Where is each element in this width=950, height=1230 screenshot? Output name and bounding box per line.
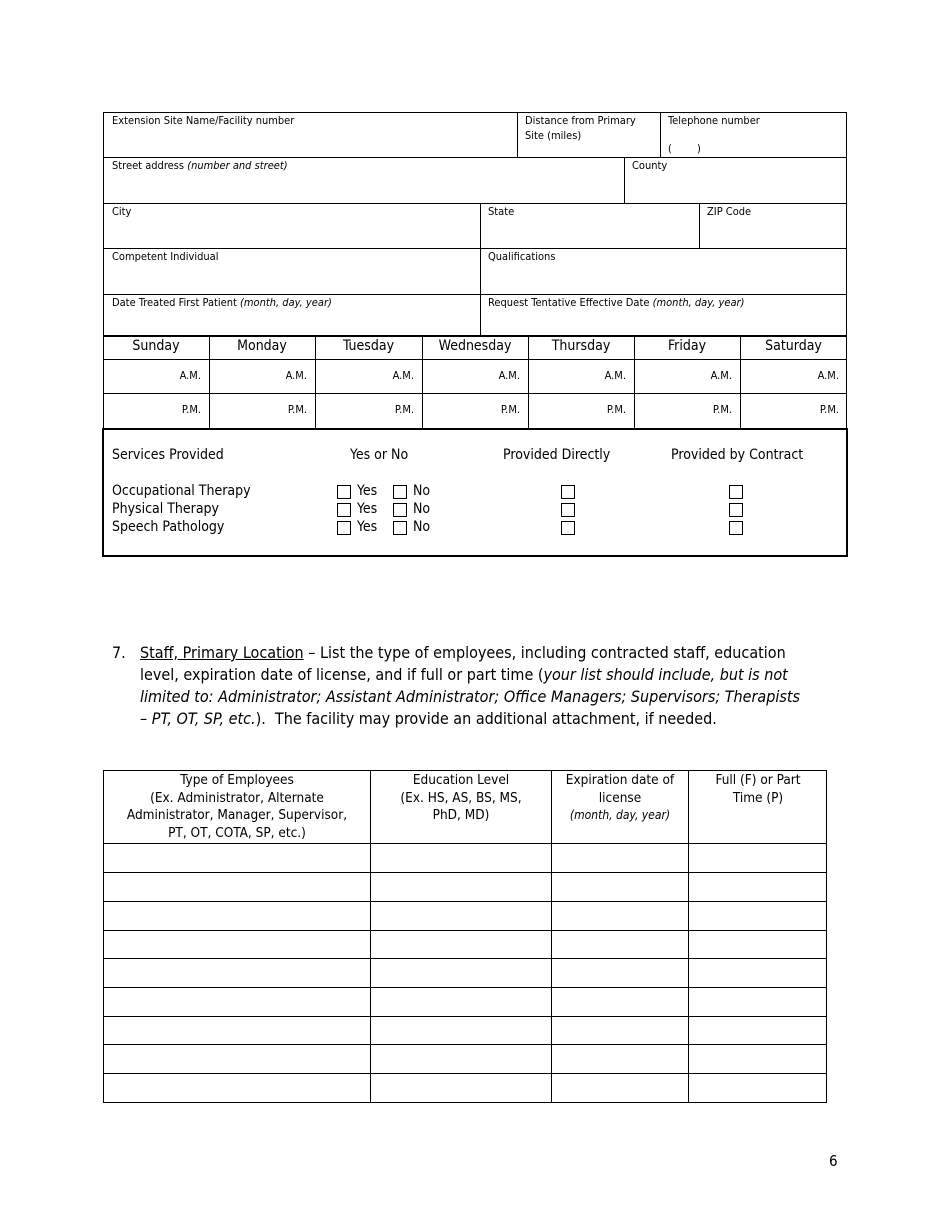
city-field[interactable] [104, 204, 479, 247]
distance-field[interactable] [518, 113, 659, 156]
table-row[interactable] [104, 1074, 826, 1102]
service-occupational-therapy: Occupational Therapy [112, 483, 251, 499]
pm-label: P.M. [181, 403, 201, 416]
column-header-expiration-date: Expiration date of license (month, day, year) [565, 772, 675, 822]
title-dash: – [303, 643, 320, 662]
friday-am-cell[interactable] [635, 360, 739, 392]
pm-label: P.M. [606, 403, 626, 416]
day-header-thursday: Thursday [551, 338, 611, 354]
occupational-therapy-no-checkbox[interactable] [393, 485, 407, 499]
sunday-am-cell[interactable] [104, 360, 208, 392]
table-row[interactable] [104, 844, 826, 872]
speech-pathology-directly-checkbox[interactable] [561, 521, 575, 535]
monday-am-cell[interactable] [210, 360, 314, 392]
pm-label: P.M. [287, 403, 307, 416]
extension-site-field[interactable] [104, 113, 516, 156]
city-label: City [112, 205, 132, 218]
pm-label: P.M. [394, 403, 414, 416]
section-7-paragraph [140, 642, 845, 730]
thursday-am-cell[interactable] [529, 360, 633, 392]
saturday-pm-cell[interactable] [741, 394, 846, 428]
speech-pathology-contract-checkbox[interactable] [729, 521, 743, 535]
am-label: A.M. [498, 369, 520, 382]
pm-label: P.M. [500, 403, 520, 416]
tuesday-am-cell[interactable] [316, 360, 421, 392]
am-label: A.M. [710, 369, 732, 382]
table-row[interactable] [104, 1045, 826, 1073]
am-label: A.M. [817, 369, 839, 382]
occupational-therapy-contract-checkbox[interactable] [729, 485, 743, 499]
no-label: No [413, 519, 431, 535]
line-2a: level, expiration date of license, and if full or part time ( [140, 665, 544, 684]
qualifications-label: Qualifications [488, 250, 556, 263]
telephone-label: Telephone number [668, 114, 760, 127]
wednesday-am-cell[interactable] [423, 360, 527, 392]
wednesday-pm-cell[interactable] [423, 394, 527, 428]
column-header-education-level: Education Level (Ex. HS, AS, BS, MS, PhD, MD) [400, 772, 522, 823]
yes-label: Yes [357, 519, 378, 535]
yes-or-no-header: Yes or No [350, 447, 409, 463]
am-label: A.M. [179, 369, 201, 382]
provided-by-contract-header: Provided by Contract [671, 447, 804, 463]
table-row[interactable] [104, 959, 826, 987]
service-physical-therapy: Physical Therapy [112, 501, 220, 517]
competent-individual-field[interactable] [104, 249, 479, 293]
state-label: State [488, 205, 515, 218]
request-effective-date-label: Request Tentative Effective Date (month, day, year) [488, 296, 745, 309]
pm-label: P.M. [819, 403, 839, 416]
line-1: List the type of employees, including contracted staff, education [320, 643, 786, 662]
street-address-field[interactable] [104, 158, 623, 202]
day-header-monday: Monday [237, 338, 287, 354]
area-code-parens: ( ) [668, 142, 701, 155]
no-label: No [413, 501, 431, 517]
competent-individual-label: Competent Individual [112, 250, 219, 263]
column-header-full-or-part-time: Full (F) or Part Time (P) [715, 772, 801, 806]
sunday-pm-cell[interactable] [104, 394, 208, 428]
am-label: A.M. [604, 369, 626, 382]
table-row[interactable] [104, 902, 826, 930]
day-header-wednesday: Wednesday [438, 338, 512, 354]
service-speech-pathology: Speech Pathology [112, 519, 225, 535]
physical-therapy-yes-checkbox[interactable] [337, 503, 351, 517]
occupational-therapy-directly-checkbox[interactable] [561, 485, 575, 499]
services-section [102, 428, 848, 557]
speech-pathology-yes-checkbox[interactable] [337, 521, 351, 535]
physical-therapy-contract-checkbox[interactable] [729, 503, 743, 517]
no-label: No [413, 483, 431, 499]
telephone-field[interactable] [661, 113, 846, 156]
am-label: A.M. [392, 369, 414, 382]
section-title: Staff, Primary Location [140, 643, 304, 662]
yes-label: Yes [357, 501, 378, 517]
table-row[interactable] [104, 1017, 826, 1044]
day-header-sunday: Sunday [132, 338, 180, 354]
monday-pm-cell[interactable] [210, 394, 314, 428]
services-provided-header: Services Provided [112, 447, 224, 463]
day-header-tuesday: Tuesday [342, 338, 395, 354]
table-row[interactable] [104, 873, 826, 901]
yes-label: Yes [357, 483, 378, 499]
page-number: 6 [829, 1152, 838, 1170]
physical-therapy-no-checkbox[interactable] [393, 503, 407, 517]
county-field[interactable] [625, 158, 846, 202]
date-treated-label: Date Treated First Patient (month, day, year) [112, 296, 332, 309]
day-header-saturday: Saturday [765, 338, 822, 354]
thursday-pm-cell[interactable] [529, 394, 633, 428]
section-number: 7. [112, 643, 126, 662]
line-4a: – PT, OT, SP, etc. [140, 709, 256, 728]
zip-code-field[interactable] [700, 204, 846, 247]
occupational-therapy-yes-checkbox[interactable] [337, 485, 351, 499]
column-header-type-of-employees: Type of Employees (Ex. Administrator, Alternate Administrator, Manager, Supervisor, PT, OT, COTA, SP, etc.) [126, 772, 348, 841]
request-effective-date-field[interactable] [481, 295, 846, 335]
tuesday-pm-cell[interactable] [316, 394, 421, 428]
zip-code-label: ZIP Code [707, 205, 752, 218]
line-4b: ). The facility may provide an additional attachment, if needed. [255, 709, 717, 728]
am-label: A.M. [285, 369, 307, 382]
day-header-friday: Friday [667, 338, 707, 354]
pm-label: P.M. [712, 403, 732, 416]
county-label: County [632, 159, 668, 172]
physical-therapy-directly-checkbox[interactable] [561, 503, 575, 517]
date-treated-field[interactable] [104, 295, 479, 335]
table-row[interactable] [104, 988, 826, 1016]
saturday-am-cell[interactable] [741, 360, 846, 392]
distance-label: Distance from Primary Site (miles) [525, 114, 636, 142]
friday-pm-cell[interactable] [635, 394, 739, 428]
state-field[interactable] [481, 204, 698, 247]
extension-site-label: Extension Site Name/Facility number [112, 114, 295, 127]
qualifications-field[interactable] [481, 249, 846, 293]
provided-directly-header: Provided Directly [503, 447, 611, 463]
line-3: limited to: Administrator; Assistant Administrator; Office Managers; Supervisors; Therapists [140, 687, 801, 706]
line-2b: your list should include, but is not [543, 665, 788, 684]
speech-pathology-no-checkbox[interactable] [393, 521, 407, 535]
table-row[interactable] [104, 931, 826, 958]
street-address-label: Street address (number and street) [112, 159, 288, 172]
